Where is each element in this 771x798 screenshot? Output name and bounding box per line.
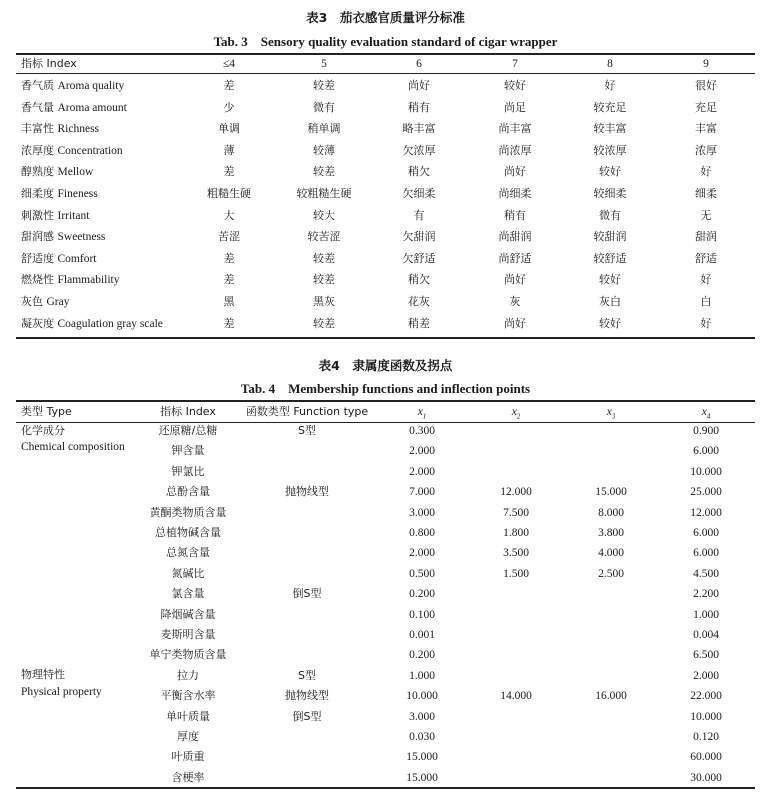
table4-value-x3: 2.500 (598, 567, 624, 580)
table3-row-label-en: Irritant (57, 209, 90, 222)
table4-header-x-subscript: 4 (706, 412, 711, 421)
table4-value-x4: 10.000 (690, 465, 722, 478)
table4-group-physical-cn: 物理特性 (21, 668, 65, 681)
table3-cell: 差 (223, 273, 235, 287)
table3-row-label-cn: 舒适度 (21, 251, 54, 265)
table4-function: 抛物线型 (285, 689, 329, 703)
table3-cell: 较薄 (313, 143, 335, 157)
table3-row-label-en: Sweetness (57, 231, 106, 244)
table3-cell: 稍有 (408, 100, 430, 114)
table3-cell: 白 (700, 295, 712, 308)
table4-value-x2: 1.800 (503, 527, 529, 539)
table3-row-label (21, 187, 98, 201)
table4-value-x4: 25.000 (690, 486, 722, 499)
table4-header-x-symbol: x (606, 406, 612, 418)
table3-row-label (21, 101, 127, 115)
table3-cell: 较好 (599, 316, 621, 330)
table3-cell: 较差 (313, 273, 335, 287)
table3-cell: 差 (223, 165, 235, 179)
table3-header-score-5: 8 (607, 58, 613, 70)
table3-cell: 较差 (313, 165, 335, 179)
table4-group-chemical-en: Chemical composition (21, 441, 125, 453)
table3-cell: 尚舒适 (498, 251, 532, 265)
table3-cell: 尚甜润 (498, 230, 532, 244)
table3-cell: 少 (223, 100, 235, 114)
table4-value-x3: 16.000 (595, 690, 627, 703)
table4-value-x4: 0.120 (693, 731, 719, 743)
table3-cell: 稍单调 (307, 122, 341, 136)
table4-index: 降烟碱含量 (160, 607, 216, 621)
table3-cell: 欠细柔 (402, 187, 436, 200)
table3-cell: 尚好 (504, 316, 526, 330)
table3-cell: 差 (223, 79, 235, 92)
table3-bottom-rule (16, 337, 755, 339)
table3-cell: 尚浓厚 (498, 143, 532, 157)
table3-cell: 较差 (313, 316, 335, 330)
table4-value-x1: 1.000 (409, 669, 435, 682)
table4-value-x4: 10.000 (690, 710, 722, 723)
table3-cell: 较浓厚 (593, 143, 627, 157)
table4-value-x1: 0.001 (409, 629, 435, 641)
table3-cell: 尚好 (504, 165, 526, 179)
table3-cell: 灰白 (599, 295, 621, 308)
table3-cell: 较大 (313, 208, 335, 222)
table4-value-x4: 12.000 (690, 506, 722, 519)
table3-cell: 好 (700, 316, 712, 330)
table4-value-x1: 0.200 (409, 588, 435, 601)
table3-cell: 大 (223, 208, 235, 222)
table3-cell: 较甜润 (593, 230, 627, 244)
table4-header-x-symbol: x (511, 406, 517, 418)
table3-cell: 稍欠 (408, 165, 430, 179)
table3-cell: 欠浓厚 (402, 143, 436, 157)
table3-row-label-en: Concentration (57, 144, 123, 157)
table4-value-x4: 1.000 (693, 608, 719, 621)
table3-cell: 差 (223, 316, 235, 330)
table4-value-x2: 7.500 (503, 506, 529, 519)
table3-cell: 较充足 (593, 100, 627, 114)
table3-row-label-en: Comfort (57, 252, 97, 265)
table3-row-label (21, 144, 123, 158)
table4-index: 拉力 (177, 668, 199, 682)
table3-cell: 较好 (599, 273, 621, 287)
table4-value-x3: 15.000 (595, 486, 627, 499)
table3-row-label-cn: 细柔度 (21, 187, 54, 200)
table4-group-chemical-cn: 化学成分 (21, 424, 65, 437)
table4-value-x3: 8.000 (598, 506, 624, 519)
table3-cell: 尚足 (504, 100, 526, 114)
table4-top-rule (16, 400, 755, 402)
table3-cell: 薄 (223, 143, 235, 157)
table4-index: 总植物碱含量 (155, 526, 221, 539)
table3-cell: 苦涩 (218, 230, 240, 244)
table3-cell: 细柔 (695, 187, 717, 200)
table3-cell: 欠舒适 (402, 251, 436, 265)
table4-value-x2: 3.500 (503, 547, 529, 560)
table3-header-index: 指标 Index (21, 57, 77, 70)
table3-cell: 尚好 (408, 79, 430, 92)
table3-row-label-cn: 灰色 (21, 295, 43, 308)
table3-cell: 甜润 (695, 230, 717, 244)
table3-cell: 较舒适 (593, 251, 627, 265)
table3-cell: 微有 (313, 100, 335, 114)
table4-function: 抛物线型 (285, 485, 329, 499)
table4-header-x-subscript: 3 (611, 412, 616, 421)
table4-index: 还原糖/总糖 (158, 424, 218, 437)
table3-cell: 稍欠 (408, 273, 430, 287)
table4-function: S型 (298, 424, 316, 437)
table3-row-label-cn: 燃烧性 (21, 273, 54, 287)
table3-cell: 黑 (223, 295, 235, 308)
table4-header-rule (16, 422, 755, 423)
table3-cell: 微有 (599, 208, 621, 222)
table3-row-label-cn: 香气质 (21, 79, 54, 92)
table3-row-label-en: Aroma quality (57, 80, 125, 92)
table4-header-x-subscript: 2 (516, 412, 521, 421)
table4-value-x1: 0.500 (409, 567, 435, 580)
table3-cell: 丰富 (695, 122, 717, 136)
table3-row-label-en: Coagulation gray scale (57, 317, 163, 330)
table3-cell: 稍差 (408, 316, 430, 330)
table3-header-score-1: ≤4 (222, 58, 236, 70)
table4-value-x1: 3.000 (409, 506, 435, 519)
table4-value-x1: 10.000 (406, 690, 438, 703)
table4-index: 钾氯比 (171, 464, 205, 478)
table3-cell: 单调 (218, 122, 240, 136)
table3-cell: 较差 (313, 251, 335, 265)
table4-value-x1: 7.000 (409, 486, 435, 499)
table4-index: 总酚含量 (166, 485, 210, 499)
table3-header-score-4: 7 (512, 58, 518, 70)
table3-cell: 较丰富 (593, 122, 627, 136)
table4-index: 含梗率 (171, 770, 205, 784)
table4-value-x2: 14.000 (500, 690, 532, 703)
table4-value-x1: 2.000 (409, 445, 435, 458)
table4-header-function: 函数类型 Function type (245, 405, 369, 418)
table4-header-x4 (702, 405, 711, 423)
table3-row-label-en: Aroma amount (57, 101, 127, 114)
table4-value-x4: 6.000 (693, 547, 719, 560)
table4-header-x1 (418, 405, 427, 423)
table3-cell: 有 (413, 208, 425, 222)
table3-cell: 欠甜润 (402, 230, 436, 244)
table3-cell: 稍有 (504, 208, 526, 222)
table4-bottom-rule (16, 787, 755, 789)
table3-row-label-en: Mellow (57, 166, 94, 179)
table4-index: 麦斯明含量 (160, 628, 216, 641)
table3-cell: 好 (700, 273, 712, 287)
table3-row-label (21, 252, 96, 266)
table4-value-x4: 0.900 (693, 425, 719, 437)
table4-title-cn: 表4 隶属度函数及拐点 (318, 358, 453, 373)
table4-index: 钾含量 (171, 444, 205, 458)
table4-value-x1: 0.100 (409, 608, 435, 621)
table4-value-x1: 0.030 (409, 731, 435, 743)
table4-header-index: 指标 Index (160, 405, 216, 418)
table4-title-en: Tab. 4 Membership functions and inflection points (240, 381, 531, 396)
table3-cell: 很好 (695, 79, 717, 92)
table3-cell: 舒适 (695, 251, 717, 265)
table4-index: 平衡含水率 (160, 689, 216, 703)
table3-cell: 较差 (313, 79, 335, 92)
table3-row-label (21, 165, 93, 179)
table3-row-label-cn: 甜润感 (21, 230, 54, 244)
table3-row-label (21, 79, 124, 93)
table4-index: 氮碱比 (171, 566, 205, 580)
table3-header-score-2: 5 (321, 58, 327, 70)
table3-cell: 好 (700, 165, 712, 179)
table4-header-type: 类型 Type (21, 405, 72, 418)
table3-cell: 略丰富 (402, 122, 436, 136)
table3-row-label (21, 317, 163, 331)
table3-cell: 较粗糙生硬 (296, 187, 352, 200)
table3-cell: 充足 (695, 100, 717, 114)
table3-row-label (21, 230, 105, 244)
table4-index: 黄酮类物质含量 (149, 505, 227, 519)
table4-index: 厚度 (177, 730, 199, 743)
table4-value-x4: 6.500 (693, 649, 719, 662)
table3-row-label (21, 273, 119, 287)
table4-function: 倒S型 (292, 709, 322, 723)
table4-value-x4: 2.000 (693, 669, 719, 682)
table4-value-x1: 0.800 (409, 527, 435, 539)
table3-row-label-en: Richness (57, 123, 100, 136)
table4-value-x2: 1.500 (503, 567, 529, 580)
table3-cell: 较好 (599, 165, 621, 179)
table3-cell: 黑灰 (313, 295, 335, 308)
table4-index: 总氮含量 (166, 546, 210, 560)
table4-value-x4: 0.004 (693, 629, 719, 641)
table4-index: 单宁类物质含量 (149, 648, 227, 662)
table3-header-rule (16, 73, 755, 74)
table4-header-x-symbol: x (701, 406, 707, 418)
table3-row-label-en: Fineness (57, 188, 98, 200)
table3-cell: 较细柔 (593, 187, 627, 200)
table4-value-x1: 0.200 (409, 649, 435, 662)
table4-value-x4: 4.500 (693, 567, 719, 580)
table4-value-x4: 60.000 (690, 751, 722, 764)
table4-value-x2: 12.000 (500, 486, 532, 499)
table4-value-x4: 22.000 (690, 690, 722, 703)
table3-header-score-6: 9 (703, 58, 709, 70)
table4-function: S型 (298, 668, 316, 682)
table3-cell: 差 (223, 251, 235, 265)
table4-value-x4: 6.000 (693, 527, 719, 539)
table3-row-label-cn: 刺激性 (21, 208, 54, 222)
table3-cell: 粗糙生硬 (207, 187, 251, 200)
table4-value-x4: 30.000 (690, 771, 722, 784)
table4-value-x4: 2.200 (693, 588, 719, 601)
table4-value-x3: 3.800 (598, 527, 624, 539)
table3-row-label-cn: 香气量 (21, 100, 54, 114)
table3-row-label-en: Flammability (57, 274, 120, 287)
table4-value-x1: 15.000 (406, 771, 438, 784)
table3-row-label-cn: 浓厚度 (21, 143, 54, 157)
table3-row-label-cn: 凝灰度 (21, 316, 54, 330)
table4-group-physical-en: Physical property (21, 686, 102, 698)
table3-row-label (21, 295, 70, 309)
table4-value-x1: 15.000 (406, 751, 438, 764)
table3-top-rule (16, 53, 755, 55)
table3-title-cn: 表3 茄衣感官质量评分标准 (306, 10, 465, 25)
table4-value-x1: 2.000 (409, 547, 435, 560)
table3-cell: 无 (700, 208, 712, 222)
table3-title-en: Tab. 3 Sensory quality evaluation standard of cigar wrapper (213, 34, 558, 49)
table3-cell: 尚细柔 (498, 187, 532, 200)
table3-cell: 好 (604, 79, 616, 92)
table4-header-x-subscript: 1 (422, 412, 427, 421)
table4-value-x1: 3.000 (409, 710, 435, 723)
table4-header-x-symbol: x (417, 406, 423, 418)
table4-index: 氯含量 (171, 587, 205, 601)
table3-cell: 较好 (504, 79, 526, 92)
table3-row-label-cn: 丰富性 (21, 122, 54, 136)
table3-row-label (21, 122, 99, 136)
table4-value-x4: 6.000 (693, 445, 719, 458)
table3-cell: 较苦涩 (307, 230, 341, 244)
table3-cell: 尚好 (504, 273, 526, 287)
table3-header-score-3: 6 (416, 58, 422, 70)
table3-row-label-en: Gray (46, 296, 70, 308)
table3-cell: 花灰 (408, 295, 430, 308)
table4-function: 倒S型 (292, 587, 322, 601)
table3-cell: 尚丰富 (498, 122, 532, 136)
table4-header-x3 (607, 405, 616, 423)
table4-value-x1: 2.000 (409, 465, 435, 478)
table3-cell: 灰 (509, 295, 521, 308)
table3-row-label (21, 209, 89, 223)
table4-value-x1: 0.300 (409, 425, 435, 437)
table3-cell: 浓厚 (695, 143, 717, 157)
table4-index: 叶质重 (171, 750, 205, 764)
table4-header-x2 (512, 405, 521, 423)
table3-row-label-cn: 醇熟度 (21, 165, 54, 179)
table4-value-x3: 4.000 (598, 547, 624, 560)
table4-index: 单叶质量 (166, 709, 210, 723)
